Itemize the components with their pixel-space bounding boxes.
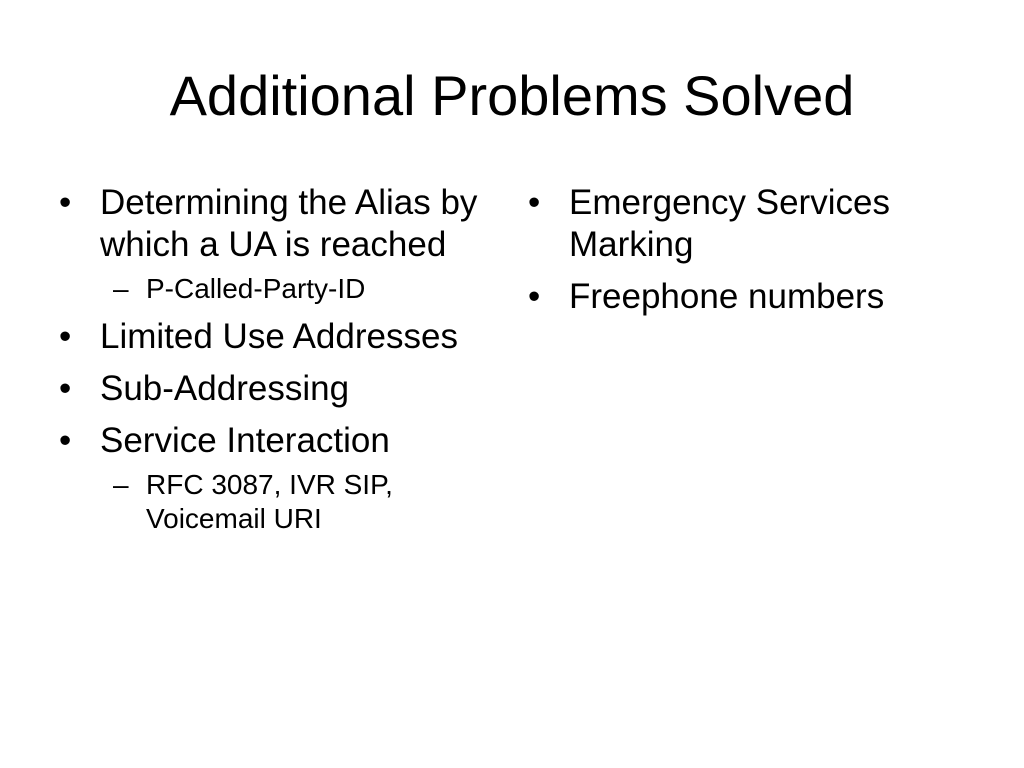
bullet-icon: • (59, 183, 72, 222)
sub-bullet-item (100, 468, 496, 536)
bullet-text: Emergency Services Marking (569, 183, 890, 264)
sub-bullet-text: P-Called-Party-ID (146, 273, 366, 304)
bullet-text: Service Interaction (100, 421, 390, 460)
slide-title: Additional Problems Solved (169, 64, 855, 127)
bullet-icon: • (528, 277, 541, 316)
bullet-text: Sub-Addressing (100, 369, 350, 408)
bullet-list-left (56, 182, 496, 536)
bullet-text: Freephone numbers (569, 277, 885, 316)
dash-icon: – (113, 469, 129, 500)
bullet-icon: • (59, 369, 72, 408)
sub-bullet-text: RFC 3087, IVR SIP, Voicemail URI (146, 469, 393, 534)
sub-bullet-list (100, 272, 496, 306)
right-column (525, 182, 965, 328)
bullet-text: Determining the Alias by which a UA is reached (100, 183, 478, 264)
sub-bullet-item (100, 272, 496, 306)
bullet-icon: • (59, 317, 72, 356)
dash-icon: – (113, 273, 129, 304)
bullet-icon: • (59, 421, 72, 460)
bullet-item (56, 368, 496, 410)
bullet-icon: • (528, 183, 541, 222)
bullet-item (56, 182, 496, 306)
bullet-item (525, 182, 965, 266)
bullet-text: Limited Use Addresses (100, 317, 458, 356)
bullet-list-right (525, 182, 965, 318)
bullet-item (525, 276, 965, 318)
left-column (56, 182, 496, 546)
bullet-item (56, 316, 496, 358)
sub-bullet-list (100, 468, 496, 536)
bullet-item (56, 420, 496, 536)
